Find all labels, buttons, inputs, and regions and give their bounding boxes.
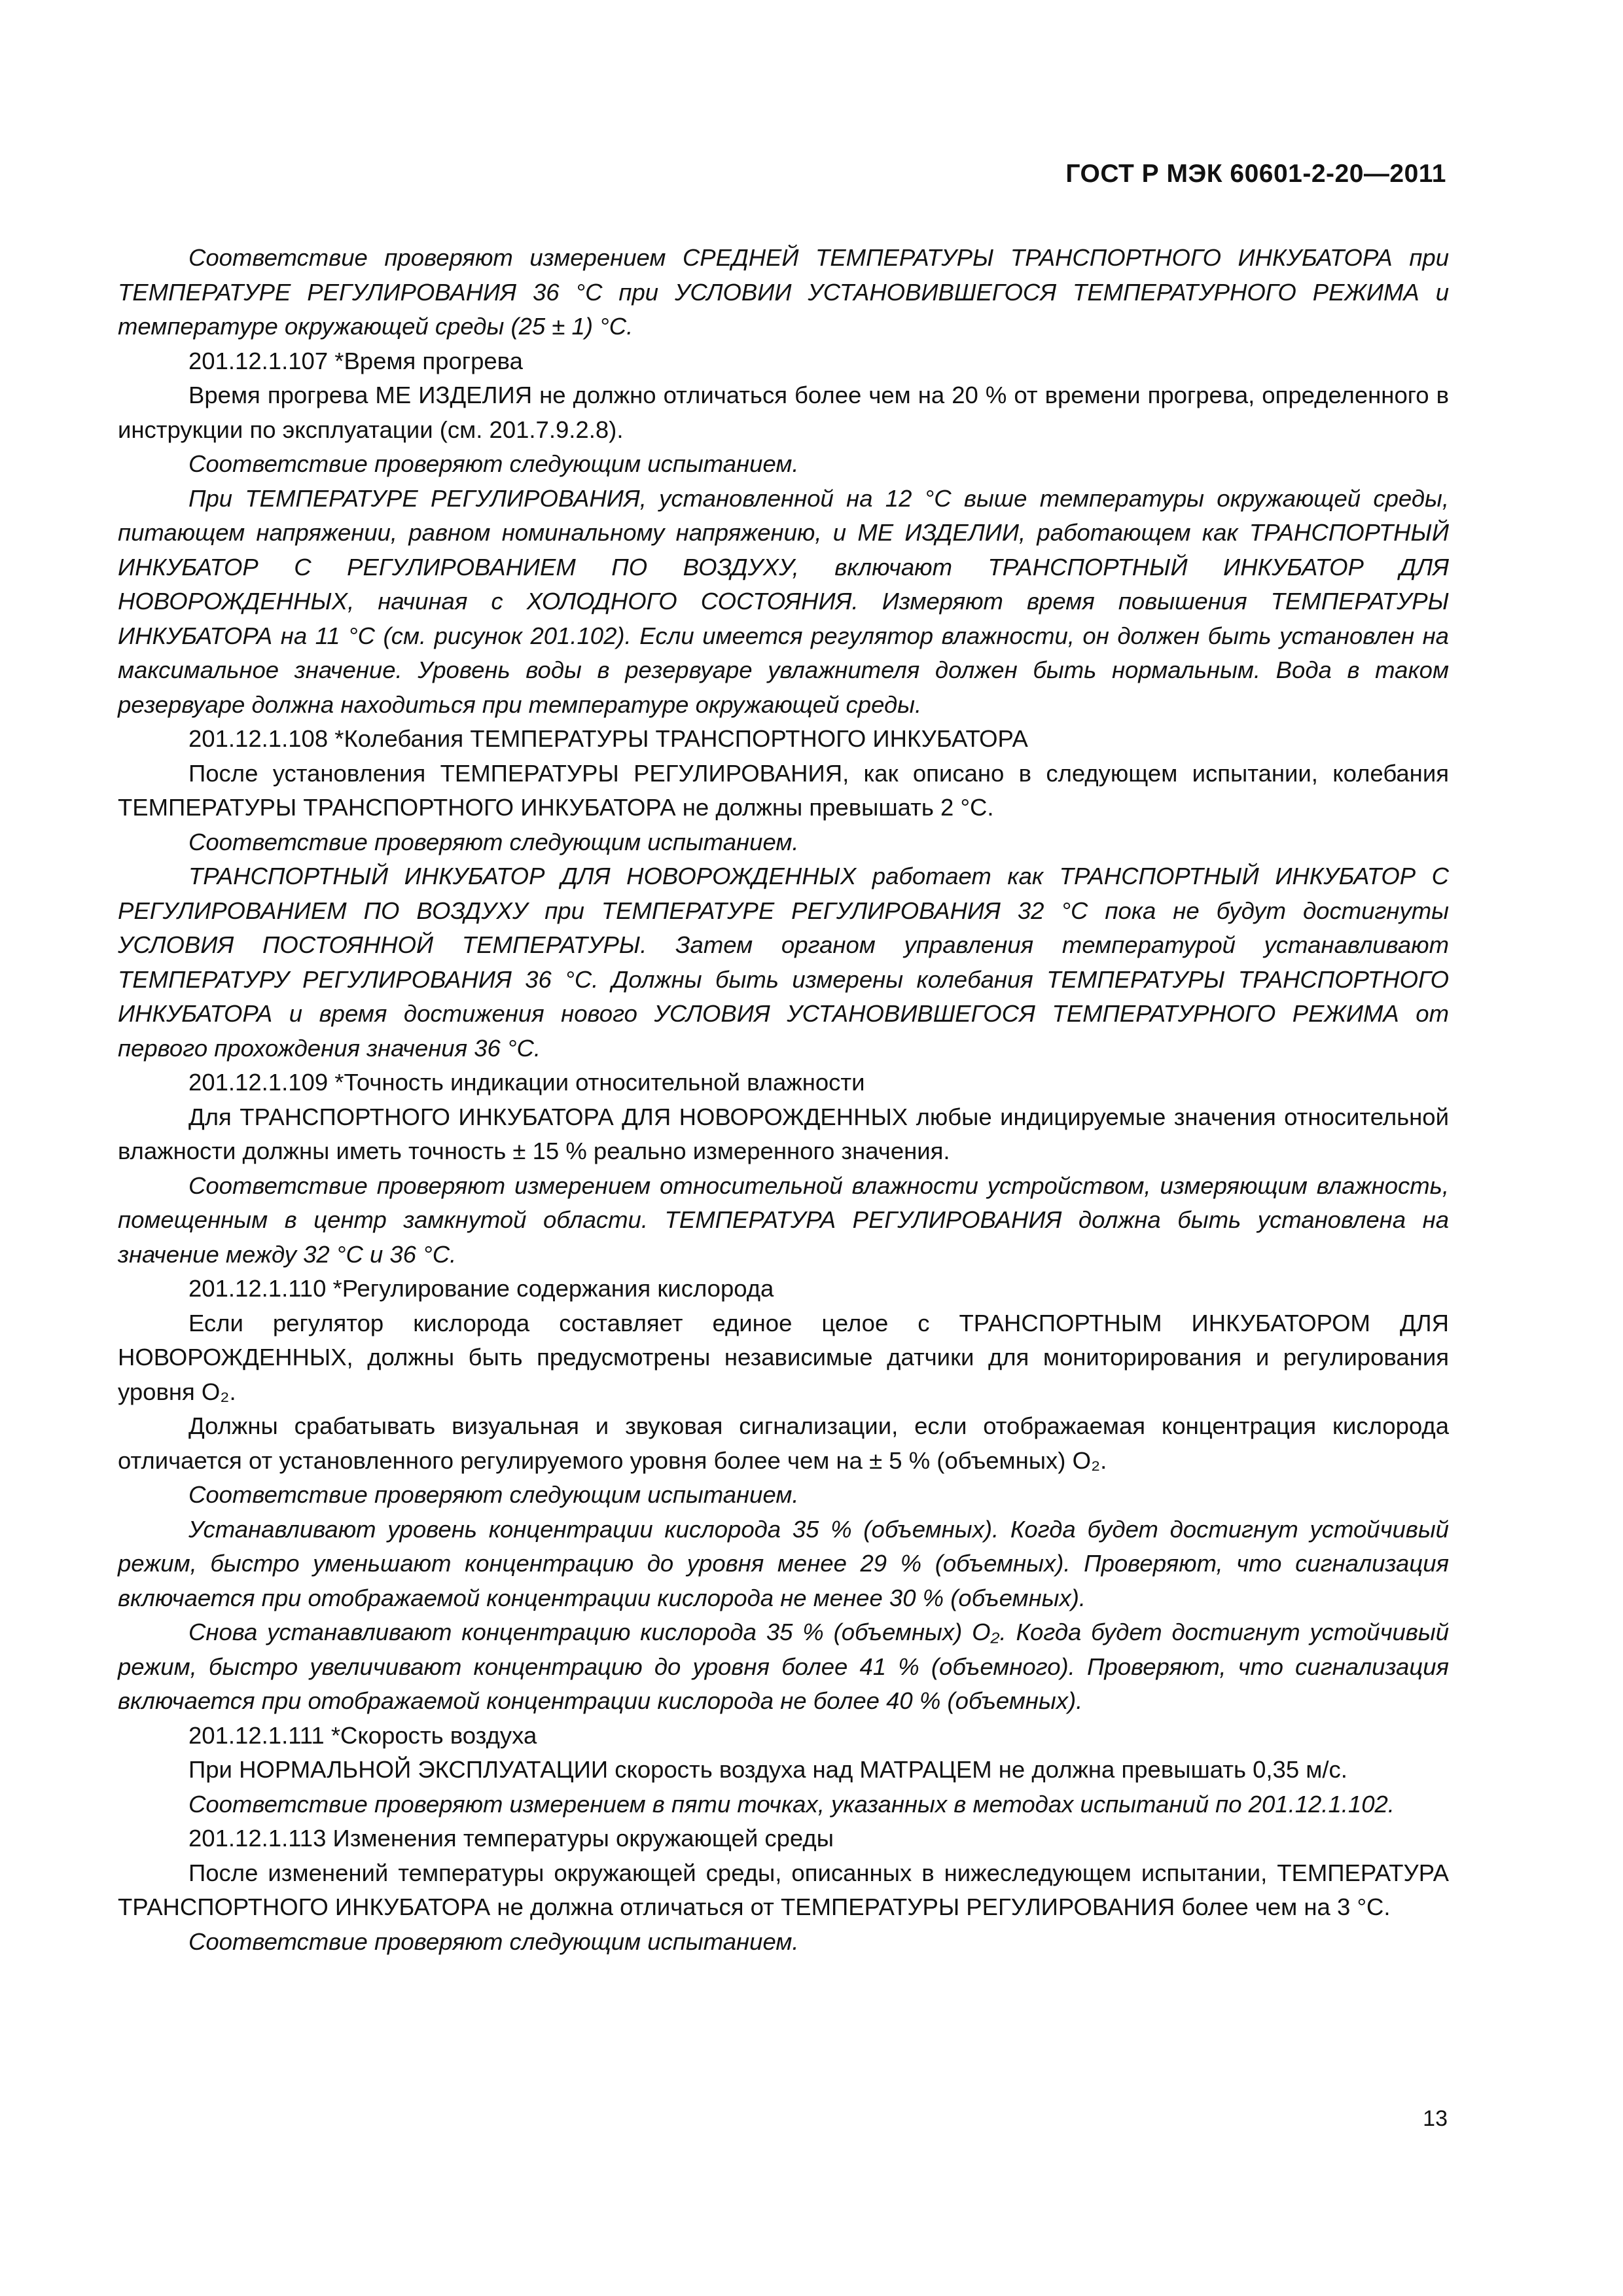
section-heading-air-velocity: 201.12.1.111 *Скорость воздуха: [188, 1721, 537, 1749]
paragraph-oxygen-alarms: Должны срабатывать визуальная и звуковая сигнализации, если отображаемая концентрация кислорода отличается от установленного регулируемого уровня более чем на ± 5 % (объемных) O₂.: [118, 1412, 1449, 1474]
paragraph-compliance-test: Соответствие проверяют следующим испытанием.: [188, 450, 799, 477]
paragraph-compliance-test: Соответствие проверяют следующим испытанием.: [188, 828, 799, 855]
document-code-header: ГОСТ Р МЭК 60601-2-20—2011: [1065, 160, 1446, 188]
paragraph-air-velocity-compliance: Соответствие проверяют измерением в пяти точках, указанных в методах испытаний по 201.12.1.102.: [188, 1790, 1395, 1818]
paragraph-oxygen-test-increase: Снова устанавливают концентрацию кислорода 35 % (объемных) O₂. Когда будет достигнут устойчивый режим, быстро увеличивают концентрацию до уровня более 41 % (объемного). Проверяют, что сигнализация включается при отображаемой концентрации кислорода не более 40 % (объемных).: [118, 1619, 1449, 1714]
paragraph-warmup-requirement: Время прогрева МЕ ИЗДЕЛИЯ не должно отличаться более чем на 20 % от времени прогрева, определенного в инструкции по эксплуатации (см. 201.7.9.2.8).: [118, 382, 1449, 443]
section-heading-humidity-accuracy: 201.12.1.109 *Точность индикации относительной влажности: [188, 1069, 865, 1096]
paragraph-humidity-compliance: Соответствие проверяют измерением относительной влажности устройством, измеряющим влажность, помещенным в центр замкнутой области. ТЕМПЕРАТУРА РЕГУЛИРОВАНИЯ должна быть установлена на значение между 32 °С и 36 °С.: [118, 1172, 1449, 1268]
section-heading-ambient-temp-change: 201.12.1.113 Изменения температуры окружающей среды: [188, 1825, 834, 1852]
paragraph-ambient-change-requirement: После изменений температуры окружающей среды, описанных в нижеследующем испытании, ТЕМПЕРАТУРА ТРАНСПОРТНОГО ИНКУБАТОРА не должна отличаться от ТЕМПЕРАТУРЫ РЕГУЛИРОВАНИЯ более чем на 3 °С.: [118, 1859, 1449, 1920]
paragraph-compliance-test: Соответствие проверяют следующим испытанием.: [188, 1481, 799, 1508]
page-number: 13: [1423, 2106, 1448, 2131]
section-heading-warmup-time: 201.12.1.107 *Время прогрева: [188, 347, 523, 374]
paragraph-warmup-test-procedure: При ТЕМПЕРАТУРЕ РЕГУЛИРОВАНИЯ, установленной на 12 °С выше температуры окружающей среды, питающем напряжении, равном номинальному напряжению, и МЕ ИЗДЕЛИИ, работающем как ТРАНСПОРТНЫЙ ИНКУБАТОР С РЕГУЛИРОВАНИЕМ ПО ВОЗДУХУ, включают ТРАНСПОРТНЫЙ ИНКУБАТОР ДЛЯ НОВОРОЖДЕННЫХ, начиная с ХОЛОДНОГО СОСТОЯНИЯ. Измеряют время повышения ТЕМПЕРАТУРЫ ИНКУБАТОРА на 11 °С (см. рисунок 201.102). Если имеется регулятор влажности, он должен быть установлен на максимальное значение. Уровень воды в резервуаре увлажнителя должен быть нормальным. Вода в таком резервуаре должна находиться при температуре окружающей среды.: [118, 484, 1449, 718]
document-body: [118, 241, 1449, 1959]
paragraph-compliance-avg-temp: Соответствие проверяют измерением СРЕДНЕЙ ТЕМПЕРАТУРЫ ТРАНСПОРТНОГО ИНКУБАТОРА при ТЕМПЕРАТУРЕ РЕГУЛИРОВАНИЯ 36 °С при УСЛОВИИ УСТАНОВИВШЕГОСЯ ТЕМПЕРАТУРНОГО РЕЖИМА и температуре окружающей среды (25 ± 1) °С.: [118, 244, 1449, 340]
paragraph-fluctuation-requirement: После установления ТЕМПЕРАТУРЫ РЕГУЛИРОВАНИЯ, как описано в следующем испытании, колебания ТЕМПЕРАТУРЫ ТРАНСПОРТНОГО ИНКУБАТОРА не должны превышать 2 °С.: [118, 759, 1449, 821]
paragraph-air-velocity-requirement: При НОРМАЛЬНОЙ ЭКСПЛУАТАЦИИ скорость воздуха над МАТРАЦЕМ не должна превышать 0,35 м/с.: [188, 1756, 1347, 1783]
paragraph-compliance-test: Соответствие проверяют следующим испытанием.: [188, 1928, 799, 1955]
section-heading-oxygen-control: 201.12.1.110 *Регулирование содержания кислорода: [188, 1275, 774, 1302]
paragraph-humidity-requirement: Для ТРАНСПОРТНОГО ИНКУБАТОРА ДЛЯ НОВОРОЖДЕННЫХ любые индицируемые значения относительной влажности должны иметь точность ± 15 % реально измеренного значения.: [118, 1103, 1449, 1164]
paragraph-oxygen-test-decrease: Устанавливают уровень концентрации кислорода 35 % (объемных). Когда будет достигнут устойчивый режим, быстро уменьшают концентрацию до уровня менее 29 % (объемных). Проверяют, что сигнализация включается при отображаемой концентрации кислорода не менее 30 % (объемных).: [118, 1515, 1449, 1611]
section-heading-temp-fluctuation: 201.12.1.108 *Колебания ТЕМПЕРАТУРЫ ТРАНСПОРТНОГО ИНКУБАТОРА: [188, 725, 1028, 752]
paragraph-oxygen-sensors: Если регулятор кислорода составляет единое целое с ТРАНСПОРТНЫМ ИНКУБАТОРОМ ДЛЯ НОВОРОЖДЕННЫХ, должны быть предусмотрены независимые датчики для мониторирования и регулирования уровня O₂.: [118, 1309, 1449, 1405]
paragraph-fluctuation-test-procedure: ТРАНСПОРТНЫЙ ИНКУБАТОР ДЛЯ НОВОРОЖДЕННЫХ работает как ТРАНСПОРТНЫЙ ИНКУБАТОР С РЕГУЛИРОВАНИЕМ ПО ВОЗДУХУ при ТЕМПЕРАТУРЕ РЕГУЛИРОВАНИЯ 32 °С пока не будут достигнуты УСЛОВИЯ ПОСТОЯННОЙ ТЕМПЕРАТУРЫ. Затем органом управления температурой устанавливают ТЕМПЕРАТУРУ РЕГУЛИРОВАНИЯ 36 °С. Должны быть измерены колебания ТЕМПЕРАТУРЫ ТРАНСПОРТНОГО ИНКУБАТОРА и время достижения нового УСЛОВИЯ УСТАНОВИВШЕГОСЯ ТЕМПЕРАТУРНОГО РЕЖИМА от первого прохождения значения 36 °С.: [118, 863, 1449, 1062]
